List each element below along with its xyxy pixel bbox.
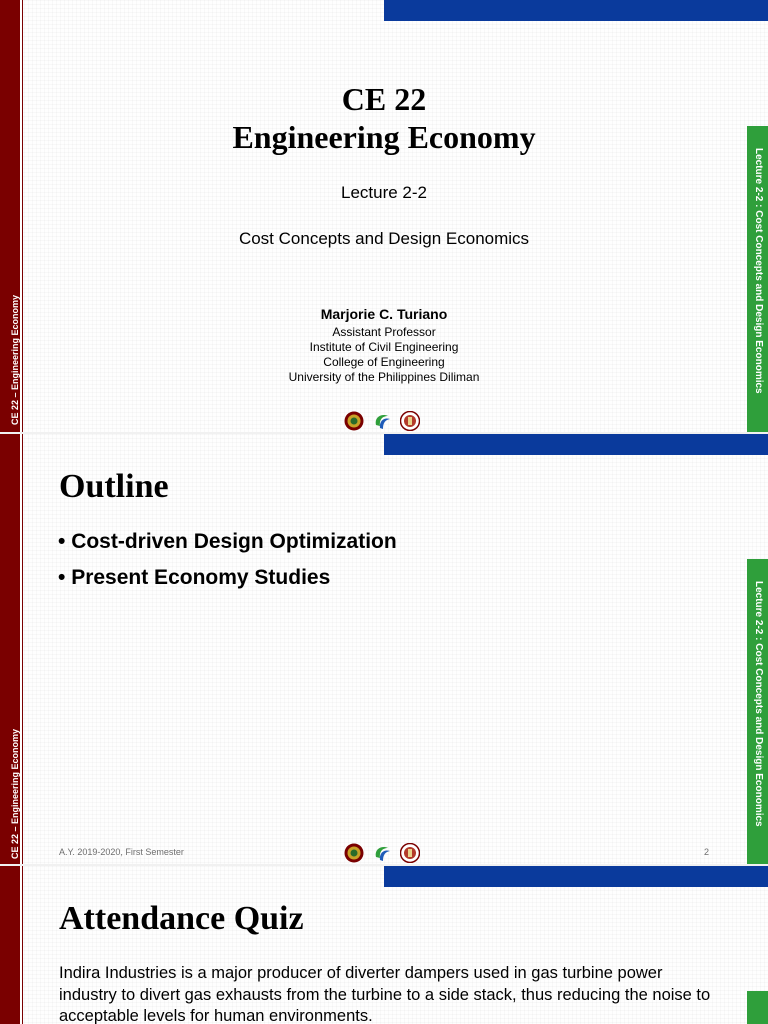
slide-title: Attendance Quiz bbox=[59, 900, 304, 937]
top-blue-band bbox=[384, 434, 768, 455]
up-seal-icon bbox=[344, 411, 364, 431]
left-course-bar bbox=[0, 434, 22, 864]
course-code: CE 22 bbox=[341, 81, 427, 117]
ice-logo-icon bbox=[372, 843, 392, 863]
quiz-slide bbox=[0, 866, 768, 1024]
coe-seal-icon bbox=[400, 843, 420, 863]
outline-slide bbox=[0, 434, 768, 864]
course-name: Engineering Economy bbox=[232, 119, 536, 155]
quiz-body-text: Indira Industries is a major producer of diverter dampers used in gas turbine power industry to divert gas exhausts from the turbine to a side stack, thus reducing the noise to acceptable levels for human environments. bbox=[59, 964, 711, 1024]
outline-list bbox=[58, 530, 397, 602]
ice-logo-icon bbox=[372, 411, 392, 431]
right-lecture-bar bbox=[747, 991, 768, 1024]
page-number: 2 bbox=[704, 847, 710, 857]
right-lecture-bar bbox=[747, 559, 768, 864]
author-university: University of the Philippines Diliman bbox=[288, 370, 480, 384]
left-course-bar bbox=[0, 866, 22, 1024]
coe-seal-icon bbox=[400, 411, 420, 431]
logo-row bbox=[344, 843, 420, 863]
up-seal-icon bbox=[344, 843, 364, 863]
slide-title bbox=[0, 80, 768, 156]
slide-title: Outline bbox=[59, 468, 169, 505]
author-affiliation bbox=[0, 325, 768, 385]
footer-semester: A.Y. 2019-2020, First Semester bbox=[59, 847, 184, 857]
lecture-side-label: Lecture 2-2 : Cost Concepts and Design Economics bbox=[753, 581, 764, 827]
lecture-number: Lecture 2-2 bbox=[341, 183, 427, 202]
author-name: Marjorie C. Turiano bbox=[320, 306, 448, 322]
top-blue-band bbox=[384, 866, 768, 887]
author-college: College of Engineering bbox=[323, 355, 445, 369]
author-position: Assistant Professor bbox=[332, 325, 436, 339]
logo-row bbox=[344, 411, 420, 431]
right-lecture-bar bbox=[747, 126, 768, 432]
top-blue-band bbox=[384, 0, 768, 21]
list-item: • Cost-driven Design Optimization bbox=[58, 530, 397, 553]
course-side-label: CE 22 – Engineering Economy bbox=[10, 294, 20, 425]
course-side-label: CE 22 – Engineering Economy bbox=[10, 728, 20, 859]
list-item: • Present Economy Studies bbox=[58, 566, 331, 589]
lecture-side-label: Lecture 2-2 : Cost Concepts and Design Economics bbox=[753, 148, 764, 394]
author-institute: Institute of Civil Engineering bbox=[309, 340, 459, 354]
title-slide bbox=[0, 0, 768, 432]
lecture-topic: Cost Concepts and Design Economics bbox=[238, 229, 530, 248]
